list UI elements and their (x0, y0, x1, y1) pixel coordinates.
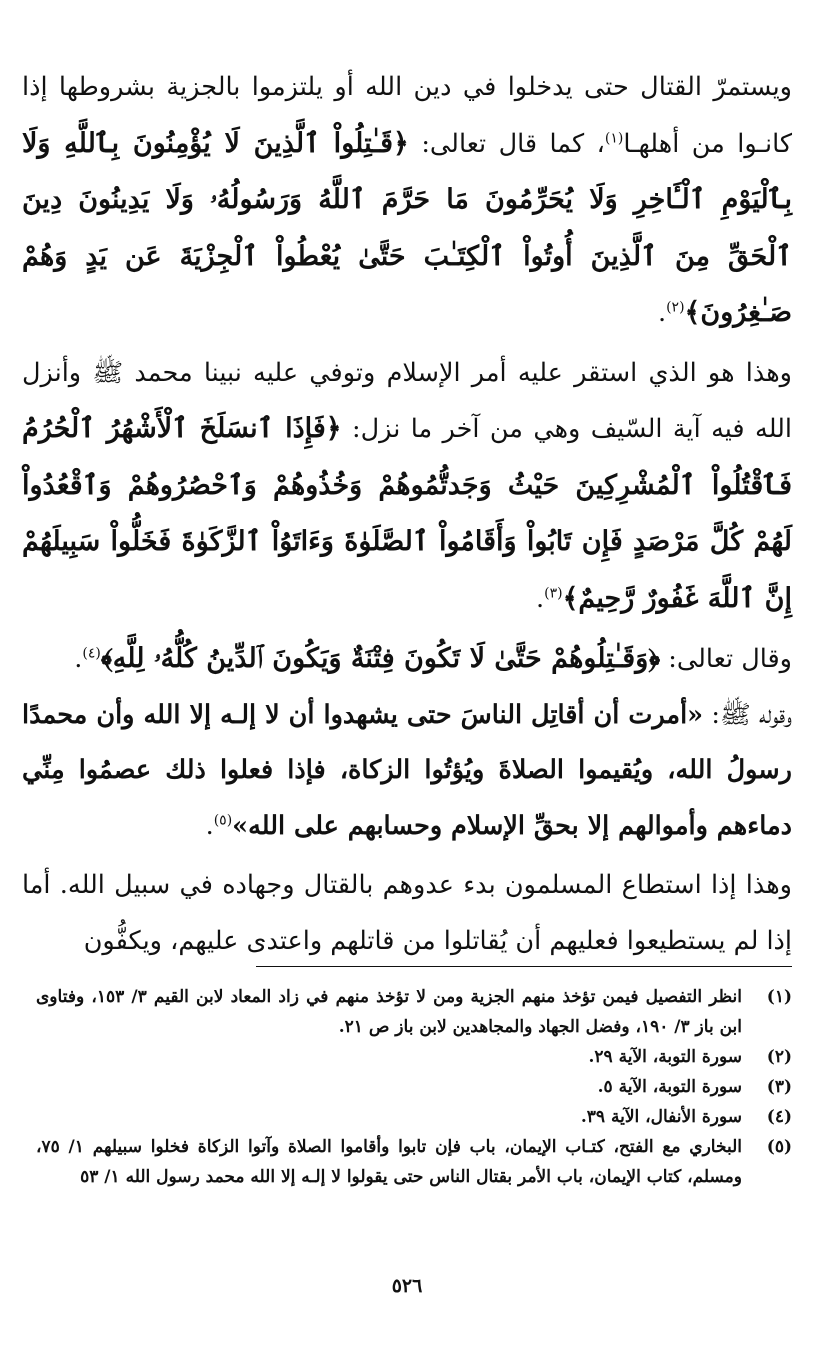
footnote-2 (36, 1042, 792, 1072)
footnote-text: سورة الأنفال، الآية ٣٩. (580, 1107, 742, 1127)
footnote-4 (36, 1102, 792, 1132)
page-number: ٥٢٦ (391, 1275, 423, 1297)
paragraph-text: وقوله ﷺ: (703, 699, 792, 730)
paragraph-text: وهذا إذا استطاع المسلمون بدء عدوهم بالقتال وجهاده في سبيل الله. أما إذا لم يستطيعوا فعليهم أن يُقاتلوا من قاتلهم واعتدى عليهم، ويكفُّون (22, 870, 792, 956)
footnote-1 (36, 982, 792, 1042)
footnote-text: سورة التوبة، الآية ٥. (597, 1077, 742, 1097)
paragraph-text: ، كما قال تعالى: (408, 128, 605, 159)
paragraph-text: وهذا هو الذي استقر عليه أمر الإسلام وتوفي عليه نبينا محمد ﷺ وأنزل الله فيه آية السّيف وهي من آخر ما نزل: (22, 357, 792, 444)
footnote-3 (36, 1072, 792, 1102)
hadith-text: «أمرت أن أقاتِل الناسَ حتى يشهدوا أن لا إلـه إلا الله وأن محمدًا رسولُ الله، ويُقيموا الصلاةَ ويُؤتُوا الزكاة، فإذا فعلوا ذلك عصمُوا مِنِّي دماءهم وأموالهم إلا بحقِّ الإسلام وحسابهم على الله» (22, 699, 792, 841)
footnotes (36, 982, 792, 1192)
footnote-divider (256, 966, 792, 967)
footnote-text: انظر التفصيل فيمن تؤخذ منهم الجزية ومن لا تؤخذ منهم في زاد المعاد لابن القيم ٣/ ١٥٣، وفتاوى ابن باز ٣/ ١٩٠، وفضل الجهاد والمجاهدين لابن باز ص ٢١. (36, 987, 742, 1037)
paragraph-1 (22, 60, 792, 342)
punctuation: . (205, 810, 214, 841)
footnote-number: (٤) (766, 1107, 792, 1127)
quran-verse: ﴿قَـٰتِلُواْ ٱلَّذِينَ لَا يُؤْمِنُونَ بِٱللَّهِ وَلَا بِٱلْيَوْمِ ٱلْـَٔاخِرِ وَلَا يُحَرِّمُونَ مَا حَرَّمَ ٱللَّهُ وَرَسُولُهُۥ وَلَا يَدِينُونَ دِينَ ٱلْحَقِّ مِنَ ٱلَّذِينَ أُوتُواْ ٱلْكِتَـٰبَ حَتَّىٰ يُعْطُواْ ٱلْجِزْيَةَ عَن يَدٍ وَهُمْ صَـٰغِرُونَ﴾ (22, 127, 792, 328)
quran-verse: ﴿وَقَـٰتِلُوهُمْ حَتَّىٰ لَا تَكُونَ فِتْنَةٌ وَيَكُونَ ٱلدِّينُ كُلُّهُۥ لِلَّهِ﴾ (100, 643, 661, 674)
footnote-number: (٣) (766, 1077, 792, 1097)
footnote-ref: (٢) (666, 299, 685, 316)
quran-verse: ﴿فَإِذَا ٱنسَلَخَ ٱلْأَشْهُرُ ٱلْحُرُمُ فَٱقْتُلُواْ ٱلْمُشْرِكِينَ حَيْثُ وَجَدتُّمُوهُمْ وَخُذُوهُمْ وَٱحْصُرُوهُمْ وَٱقْعُدُواْ لَهُمْ كُلَّ مَرْصَدٍ فَإِن تَابُواْ وَأَقَامُواْ ٱلصَّلَوٰةَ وَءَاتَوُاْ ٱلزَّكَوٰةَ فَخَلُّواْ سَبِيلَهُمْ إِنَّ ٱللَّهَ غَفُورٌ رَّحِيمٌ﴾ (22, 413, 792, 614)
footnote-number: (٥) (766, 1137, 792, 1157)
footnote-ref: (٤) (82, 645, 101, 662)
footnote-text: البخاري مع الفتح، كتـاب الإيمان، باب فإن تابوا وأقاموا الصلاة وآتوا الزكاة فخلوا سبيلهم ١/ ٧٥، ومسلم، كتاب الإيمان، باب الأمر بقتال الناس حتى يقولوا لا إلـه إلا الله محمد رسول الله ١/ ٥٣ (36, 1137, 742, 1187)
main-text (22, 60, 792, 969)
footnote-ref: (٥) (213, 812, 233, 828)
footnote-number: (٢) (766, 1047, 792, 1067)
footnote-ref: (١) (604, 130, 624, 146)
paragraph-2 (22, 346, 792, 628)
footnote-number: (١) (766, 987, 792, 1007)
paragraph-text: ويستمرّ القتال حتى يدخلوا في دين الله أو يلتزموا بالجزية بشروطها إذا كانـوا من أهلهـا (22, 72, 792, 159)
book-page (22, 60, 792, 1308)
footnote-text: سورة التوبة، الآية ٢٩. (588, 1047, 742, 1067)
punctuation: . (657, 298, 667, 328)
footnote-ref: (٣) (544, 585, 563, 601)
punctuation: . (536, 583, 545, 614)
punctuation: . (74, 644, 83, 674)
paragraph-4 (22, 858, 792, 969)
paragraph-3 (22, 631, 792, 854)
paragraph-text: وقال تعالى: (660, 644, 792, 674)
footnote-5 (36, 1132, 792, 1192)
